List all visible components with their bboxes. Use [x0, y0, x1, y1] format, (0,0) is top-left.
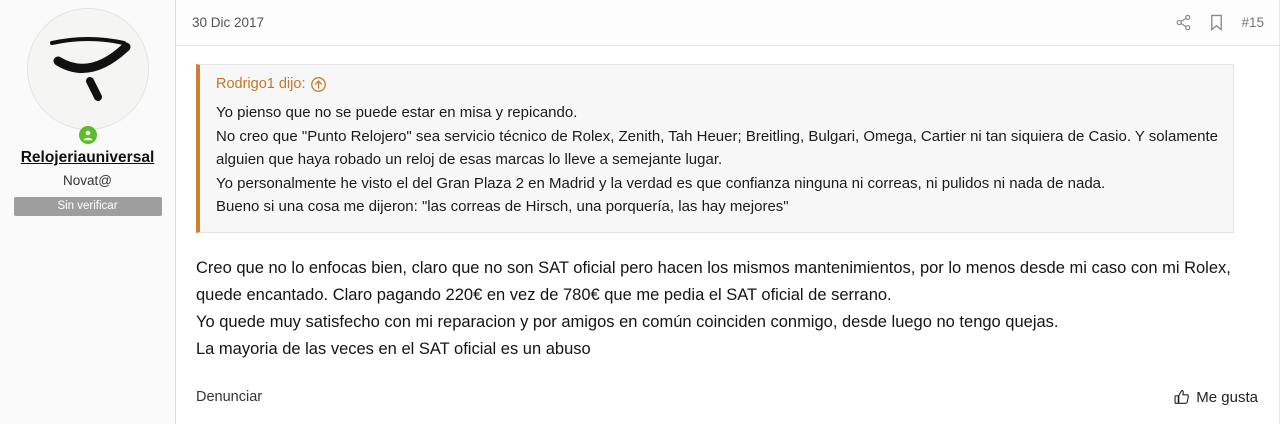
- like-button[interactable]: [1174, 389, 1258, 406]
- quote-line: Bueno si una cosa me dijeron: "las correas de Hirsch, una porquería, las hay mejores": [216, 198, 789, 215]
- post-message: [196, 255, 1258, 363]
- author-title: Novat@: [63, 172, 112, 188]
- quote-line: Yo personalmente he visto el del Gran Plaza 2 en Madrid y la verdad es que confianza ninguna ni correas, ni pulidos ni nada de nada.: [216, 174, 1106, 192]
- author-username[interactable]: Relojeriauniversal: [20, 149, 155, 166]
- quote-text: [216, 101, 1219, 219]
- quote-header: [216, 76, 1219, 92]
- jump-to-post-icon[interactable]: [311, 77, 326, 92]
- post-body: [176, 46, 1280, 363]
- quote-line: Yo pienso que no se puede estar en misa y repicando.: [216, 104, 578, 121]
- post-footer: [176, 370, 1280, 424]
- quote-line: No creo que "Punto Relojero" sea servicio técnico de Rolex, Zenith, Tah Heuer; Breitling, Bulgari, Omega, Cartier ni tan siquiera de Casio. Y solamente alguien que haya robado un reloj de esas marcas lo lleve a semejante lugar.: [216, 127, 1219, 168]
- post-header-actions: [1175, 14, 1264, 31]
- like-label: Me gusta: [1196, 388, 1258, 406]
- author-sidebar: [0, 0, 176, 424]
- bookmark-icon[interactable]: [1209, 14, 1224, 31]
- post-paragraph: Creo que no lo enfocas bien, claro que no son SAT oficial pero hacen los mismos mantenimientos, por lo menos desde mi caso con mi Rolex, quede encantado. Claro pagando 220€ en vez de 780€ que me pedia el SAT oficial de serrano.: [196, 258, 1231, 304]
- status-badge: Sin verificar: [14, 197, 162, 216]
- post-paragraph: La mayoria de las veces en el SAT oficial es un abuso: [196, 339, 591, 358]
- post-date[interactable]: 30 Dic 2017: [192, 15, 265, 30]
- quote-block: [196, 64, 1234, 233]
- share-icon[interactable]: [1175, 14, 1192, 31]
- post-content: [176, 0, 1280, 424]
- post-paragraph: Yo quede muy satisfecho con mi reparacion y por amigos en común coinciden conmigo, desde luego no tengo quejas.: [196, 312, 1059, 331]
- avatar-wrapper: [27, 8, 149, 130]
- avatar[interactable]: [27, 8, 149, 130]
- post-number[interactable]: #15: [1241, 15, 1264, 30]
- thumbs-up-icon: [1174, 389, 1190, 405]
- online-user-icon: [79, 126, 97, 144]
- post-header: [176, 0, 1280, 46]
- report-button[interactable]: Denunciar: [196, 389, 263, 405]
- quote-author[interactable]: Rodrigo1 dijo:: [216, 76, 306, 92]
